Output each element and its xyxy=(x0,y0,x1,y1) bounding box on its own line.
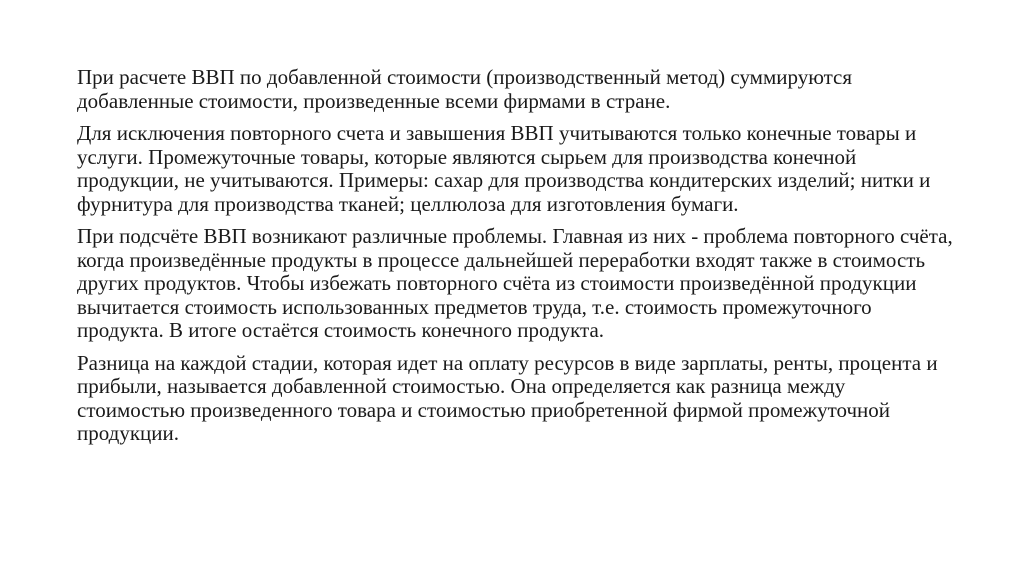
paragraph-value-added-definition: Разница на каждой стадии, которая идет на оплату ресурсов в виде зарплаты, ренты, процента и прибыли, называется добавленной стоимостью. Она определяется как разница между стоимостью произведенного товара и стоимостью приобретенной фирмой промежуточной продукции. xyxy=(77,350,938,445)
slide-text-body xyxy=(77,66,957,455)
paragraph-value-added-method: При расчете ВВП по добавленной стоимости (производственный метод) суммируются добавленные стоимости, произведенные всеми фирмами в стране. xyxy=(77,65,853,113)
paragraph-counting-problems: При подсчёте ВВП возникают различные проблемы. Главная из них - проблема повторного счёта, когда произведённые продукты в процессе дальнейшей переработки входят также в стоимость других продуктов. Чтобы избежать повторного счёта из стоимости произведённой продукции вычитается стоимость использованных предметов труда, т.е. стоимость промежуточного продукта. В итоге остаётся стоимость конечного продукта. xyxy=(77,224,953,342)
paragraph-double-counting-exclusion: Для исключения повторного счета и завышения ВВП учитываются только конечные товары и услуги. Промежуточные товары, которые являются сырьем для производства конечной продукции, не учитываются. Примеры: сахар для производства кондитерских изделий; нитки и фурнитура для производства тканей; целлюлоза для изготовления бумаги. xyxy=(77,121,931,216)
